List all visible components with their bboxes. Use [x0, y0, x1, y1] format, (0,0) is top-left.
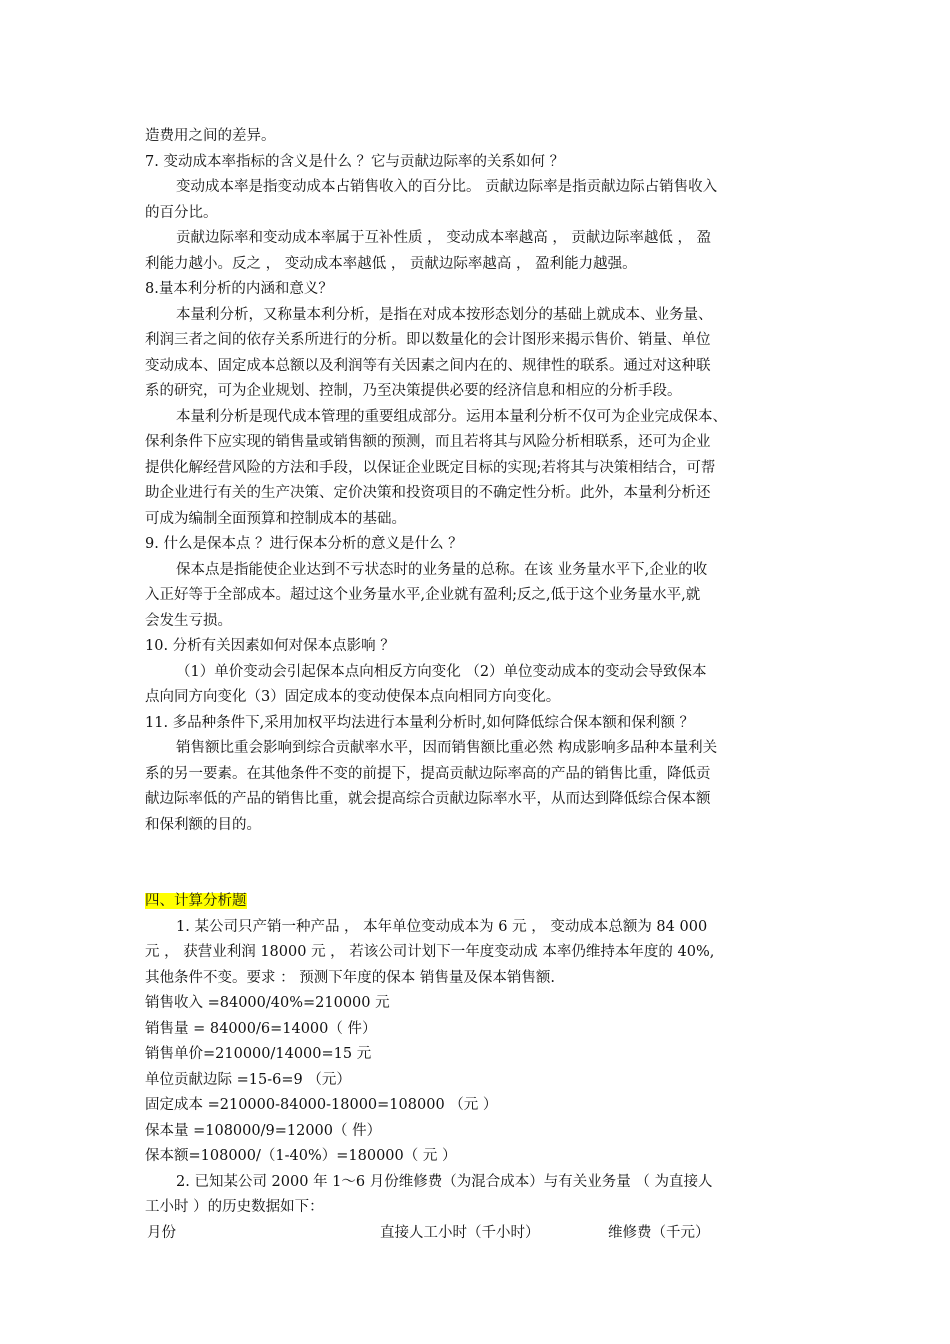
text-line: 8.量本利分析的内涵和意义？: [145, 281, 333, 297]
text-line: 点向同方向变化（3）固定成本的变动使保本点向相同方向变化。: [145, 689, 561, 705]
table-header-labor-hours: 直接人工小时（千小时）: [380, 1224, 540, 1241]
text-line: 利能力越小。反之 ， 变动成本率越低 ， 贡献边际率越高 ， 盈利能力越强。: [145, 255, 637, 272]
text-line: 2. 已知某公司 2000 年 1～6 月份维修费（为混合成本）与有关业务量 （ 为直接人: [176, 1173, 713, 1190]
text-line: 保本额=108000/（1-40%）=180000（ 元 ）: [145, 1148, 457, 1164]
text-line: 销售单价=210000/14000=15 元: [145, 1046, 372, 1062]
text-line: 提供化解经营风险的方法和手段，以保证企业既定目标的实现;若将其与决策相结合，可帮: [145, 459, 716, 476]
text-line: 入正好等于全部成本。超过这个业务量水平,企业就有盈利;反之,低于这个业务量水平,就: [145, 587, 701, 603]
text-line: 献边际率低的产品的销售比重，就会提高综合贡献边际率水平，从而达到降低综合保本额: [145, 791, 711, 807]
text-line: 11. 多品种条件下,采用加权平均法进行本量利分析时,如何降低综合保本额和保利额 ？: [145, 714, 694, 731]
text-line: 元 ， 获营业利润 18000 元 ， 若该公司计划下一年度变动成 本率仍维持本年度的 40%,: [145, 944, 715, 960]
text-line: 销售量 = 84000/6=14000（ 件）: [145, 1020, 377, 1037]
text-line: 保本量 =108000/9=12000（ 件）: [145, 1122, 382, 1139]
text-line: 保利条件下应实现的销售量或销售额的预测，而且若将其与风险分析相联系，还可为企业: [145, 434, 711, 450]
text-line: 和保利额的目的。: [145, 816, 261, 833]
table-header-row: [145, 1221, 810, 1247]
text-line: 的百分比。: [145, 204, 218, 221]
text-line: 工小时 ）的历史数据如下：: [145, 1199, 324, 1215]
text-line: 固定成本 =210000-84000-18000=108000 （元 ）: [145, 1097, 498, 1113]
text-line: （1）单价变动会引起保本点向相反方向变化 （2）单位变动成本的变动会导致保本: [176, 663, 707, 680]
table-header-month: 月份: [147, 1224, 176, 1241]
text-line: 销售收入 =84000/40%=210000 元: [145, 995, 390, 1011]
text-line: 变动成本率是指变动成本占销售收入的百分比。 贡献边际率是指贡献边际占销售收入: [176, 179, 718, 195]
document-body: [145, 124, 810, 1246]
text-line: 1. 某公司只产销一种产品 ， 本年单位变动成本为 6 元 ， 变动成本总额为 84 000: [176, 918, 708, 935]
text-line: 10. 分析有关因素如何对保本点影响 ？: [145, 638, 395, 654]
text-line: 单位贡献边际 =15-6=9 （元）: [145, 1071, 351, 1088]
text-line: 利润三者之间的依存关系所进行的分析。即以数量化的会计图形来揭示售价、销量、单位: [145, 332, 711, 348]
text-line: 造费用之间的差异。: [145, 128, 276, 144]
text-line: 销售额比重会影响到综合贡献率水平，因而销售额比重必然 构成影响多品种本量利关: [176, 740, 718, 756]
text-line: 变动成本、固定成本总额以及利润等有关因素之间内在的、规律性的联系。通过对这种联: [145, 357, 711, 374]
qa-section: [145, 124, 810, 838]
text-line: 助企业进行有关的生产决策、定价决策和投资项目的不确定性分析。此外，本量利分析还: [145, 485, 711, 501]
text-line: 9. 什么是保本点 ？进行保本分析的意义是什么 ？: [145, 536, 463, 552]
section-heading-text: 四、计算分析题: [145, 893, 247, 909]
text-line: 贡献边际率和变动成本率属于互补性质 ， 变动成本率越高 ， 贡献边际率越低 ， 盈: [176, 230, 712, 246]
calculation-section: [145, 915, 810, 1221]
text-line: 可成为编制全面预算和控制成本的基础。: [145, 510, 406, 527]
text-line: 会发生亏损。: [145, 612, 232, 629]
table-header-maintenance-cost: 维修费（千元）: [608, 1224, 710, 1241]
text-line: 本量利分析，又称量本利分析，是指在对成本按形态划分的基础上就成本、业务量、: [176, 306, 713, 323]
section-gap: [145, 838, 810, 889]
text-line: 本量利分析是现代成本管理的重要组成部分。运用本量利分析不仅可为企业完成保本、: [176, 408, 727, 425]
text-line: 保本点是指能使企业达到不亏状态时的业务量的总称。在该 业务量水平下,企业的收: [176, 561, 708, 578]
text-line: 系的研究，可为企业规划、控制，乃至决策提供必要的经济信息和相应的分析手段。: [145, 383, 682, 399]
text-line: 7. 变动成本率指标的含义是什么 ？它与贡献边际率的关系如何 ？: [145, 153, 565, 170]
section-heading: [145, 889, 810, 915]
text-line: 系的另一要素。在其他条件不变的前提下，提高贡献边际率高的产品的销售比重，降低贡: [145, 765, 711, 782]
text-line: 其他条件不变。要求 ： 预测下年度的保本 销售量及保本销售额.: [145, 969, 555, 986]
